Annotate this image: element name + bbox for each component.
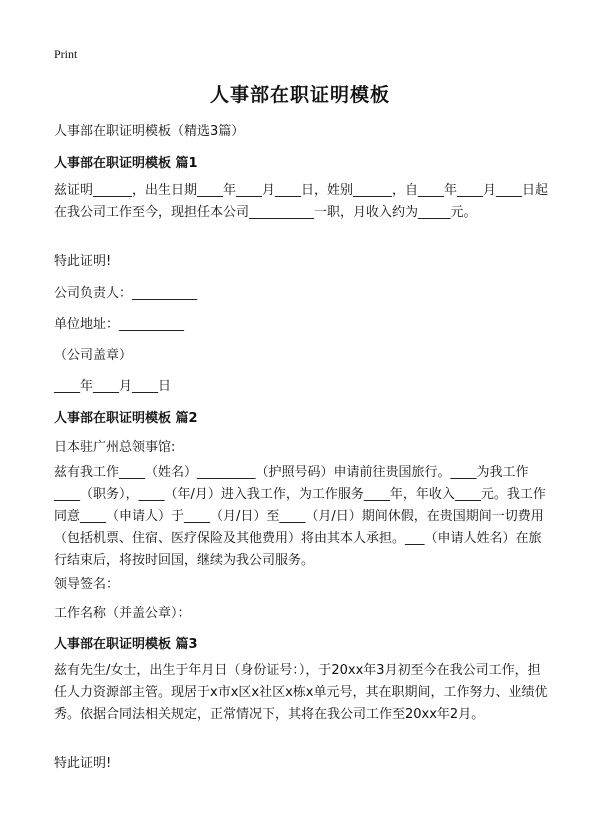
section3-body: 兹有先生/女士，出生于年月日（身份证号：），于20xx年3月初至今在我公司工作，担任人力资源部主管。现居于x市x区x社区x栋x单元号，其在职期间，工作努力、业绩优秀。依据合同法相关规定，正常情况下，其将在我公司工作至20xx年2月。: [54, 663, 548, 722]
page-subtitle: 人事部在职证明模板（精选3篇）: [54, 124, 245, 139]
section2-leader: 领导签名：: [54, 577, 120, 592]
section2-body: 兹有我工作____（姓名）_________（护照号码）申请前往贵国旅行。____为我工作____（职务），____（年/月）进入我工作，为工作服务____年，年收入____元。我工作同意____（申请人）于____（月/日）至____（月/日）期间休假，在贵国期间一切费用（包括机票、住宿、医疗保险及其他费用）将由其本人承担。___（申请人姓名）在旅行结束后，将按时回国，继续为我公司服务。: [54, 465, 546, 568]
print-label: Print: [54, 47, 78, 61]
section1-manager: 公司负责人：__________: [54, 286, 198, 301]
section1-special: 特此证明!: [54, 254, 112, 269]
section2-unit: 工作名称（并盖公章）：: [54, 606, 191, 621]
section1-seal: （公司盖章）: [54, 348, 133, 363]
section2-recipient: 日本驻广州总领事馆:: [54, 440, 176, 455]
section1-date: ____年____月____日: [54, 379, 172, 394]
section3-special: 特此证明!: [54, 756, 112, 771]
section3-heading: 人事部在职证明模板 篇3: [54, 637, 198, 652]
section1-address: 单位地址：__________: [54, 317, 185, 332]
section1-body: 兹证明______，出生日期____年____月____日，姓别______，自____年____月____日起在我公司工作至今，现担任本公司__________一职，月收入约为_____元。: [54, 183, 549, 220]
section2-heading: 人事部在职证明模板 篇2: [54, 411, 198, 426]
page-title: 人事部在职证明模板: [209, 84, 390, 106]
section1-heading: 人事部在职证明模板 篇1: [54, 156, 198, 171]
